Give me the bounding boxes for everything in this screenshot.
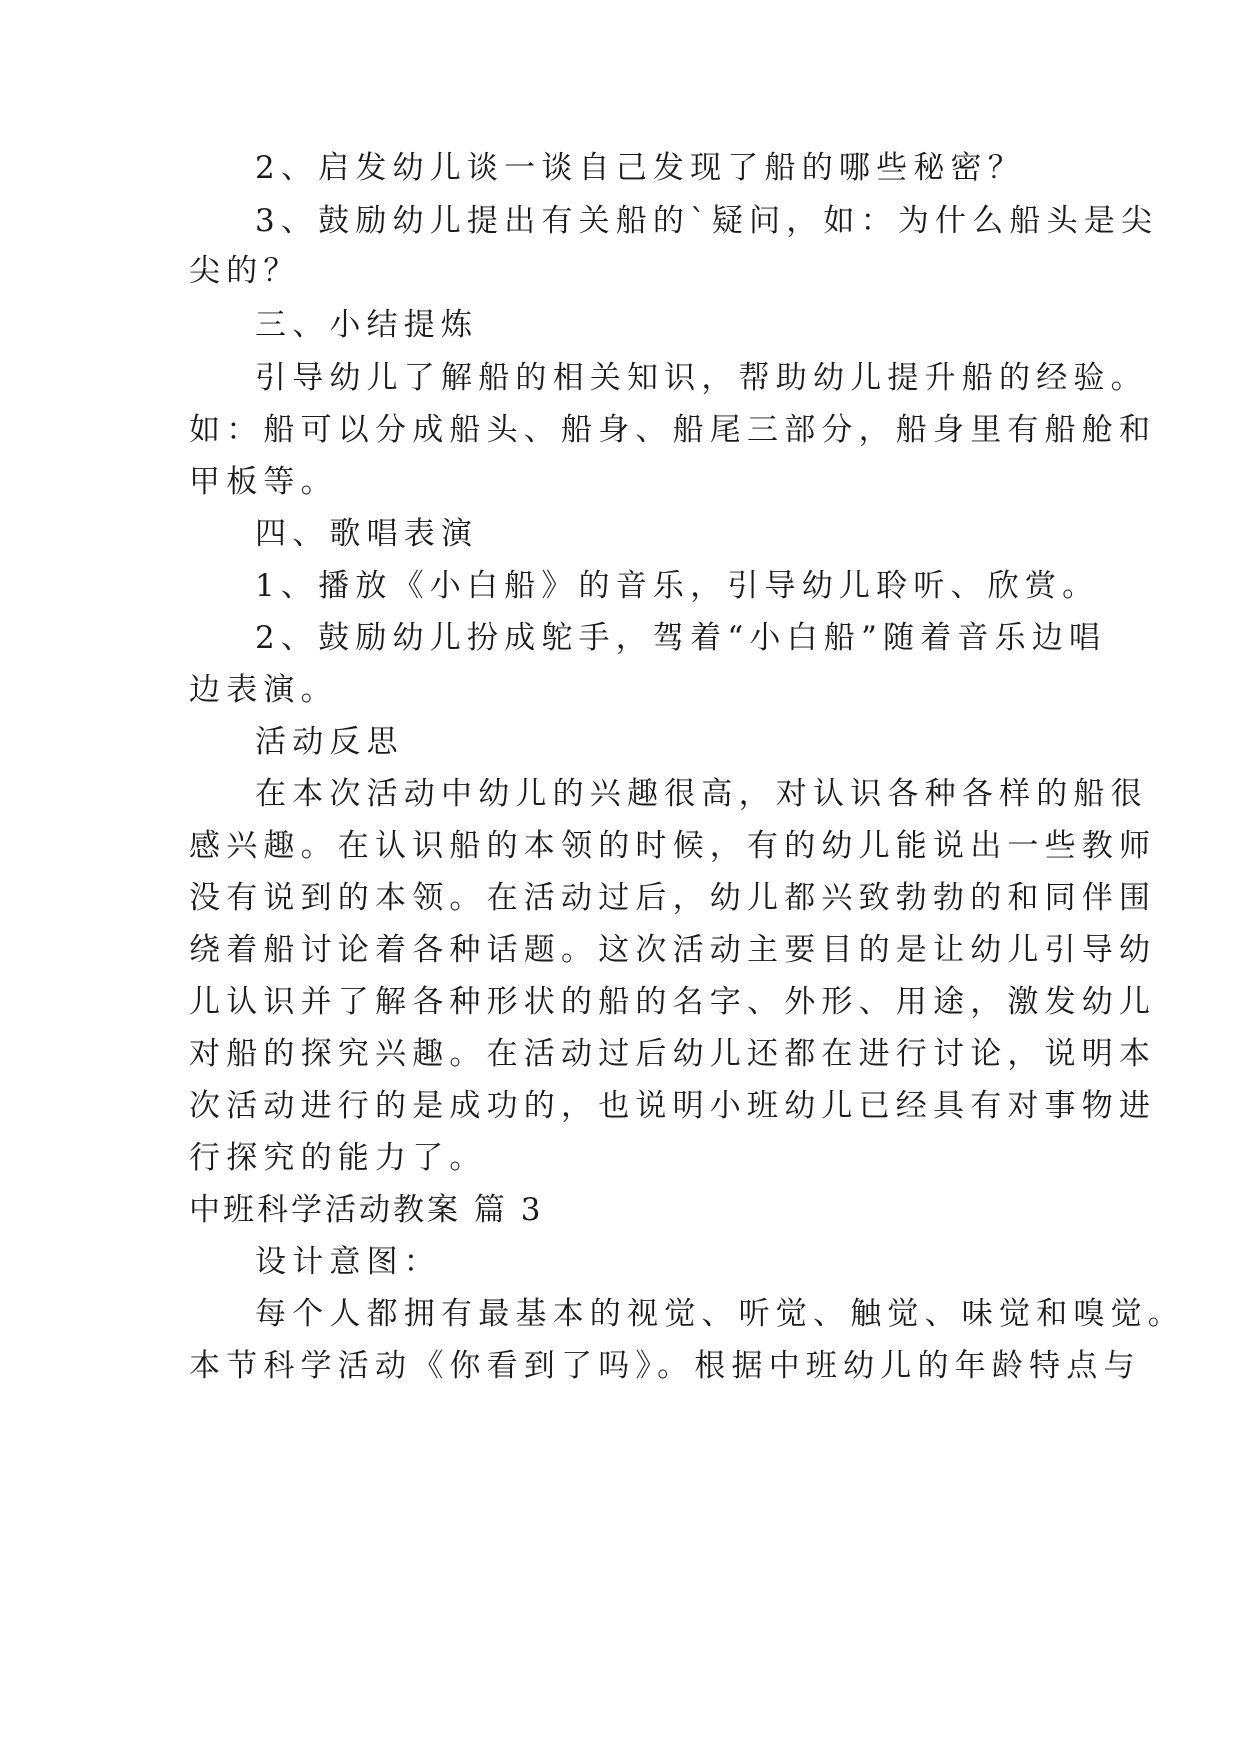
paragraph-line: 次活动进行的是成功的，也说明小班幼儿已经具有对事物进 (189, 1088, 1157, 1124)
section-heading: 三、小结提炼 (255, 307, 479, 343)
section-heading: 活动反思 (255, 724, 404, 760)
section-heading: 设计意图： (255, 1244, 441, 1280)
paragraph-line: 儿认识并了解各种形状的船的名字、外形、用途，激发幼儿 (189, 984, 1157, 1020)
paragraph-line: 感兴趣。在认识船的本领的时候，有的幼儿能说出一些教师 (189, 828, 1157, 864)
paragraph-line: 2、启发幼儿谈一谈自己发现了船的哪些秘密？ (255, 150, 1025, 186)
paragraph-line: 绕着船讨论着各种话题。这次活动主要目的是让幼儿引导幼 (189, 932, 1157, 968)
paragraph-line: 尖的？ (189, 253, 301, 289)
section-heading: 四、歌唱表演 (255, 516, 479, 552)
paragraph-line: 在本次活动中幼儿的兴趣很高，对认识各种各样的船很 (255, 776, 1148, 812)
paragraph-line: 1、播放《小白船》的音乐，引导幼儿聆听、欣赏。 (255, 568, 1100, 604)
paragraph-line: 甲板等。 (189, 464, 338, 500)
paragraph-line: 本节科学活动《你看到了吗》。根据中班幼儿的年龄特点与 (189, 1348, 1141, 1384)
paragraph-line: 对船的探究兴趣。在活动过后幼儿还都在进行讨论，说明本 (189, 1036, 1157, 1072)
paragraph-line: 没有说到的本领。在活动过后，幼儿都兴致勃勃的和同伴围 (189, 880, 1157, 916)
paragraph-line: 如：船可以分成船头、船身、船尾三部分，船身里有船舱和 (189, 412, 1157, 448)
paragraph-line: 2、鼓励幼儿扮成鸵手，驾着“小白船”随着音乐边唱 (255, 620, 1107, 656)
article-heading: 中班科学活动教案 篇 3 (189, 1192, 544, 1228)
paragraph-line: 引导幼儿了解船的相关知识，帮助幼儿提升船的经验。 (255, 360, 1148, 396)
paragraph-line: 3、鼓励幼儿提出有关船的`疑问，如：为什么船头是尖 (255, 203, 1159, 239)
paragraph-line: 行探究的能力了。 (189, 1140, 487, 1176)
paragraph-line: 每个人都拥有最基本的视觉、听觉、触觉、味觉和嗅觉。 (255, 1296, 1185, 1332)
paragraph-line: 边表演。 (189, 672, 338, 708)
